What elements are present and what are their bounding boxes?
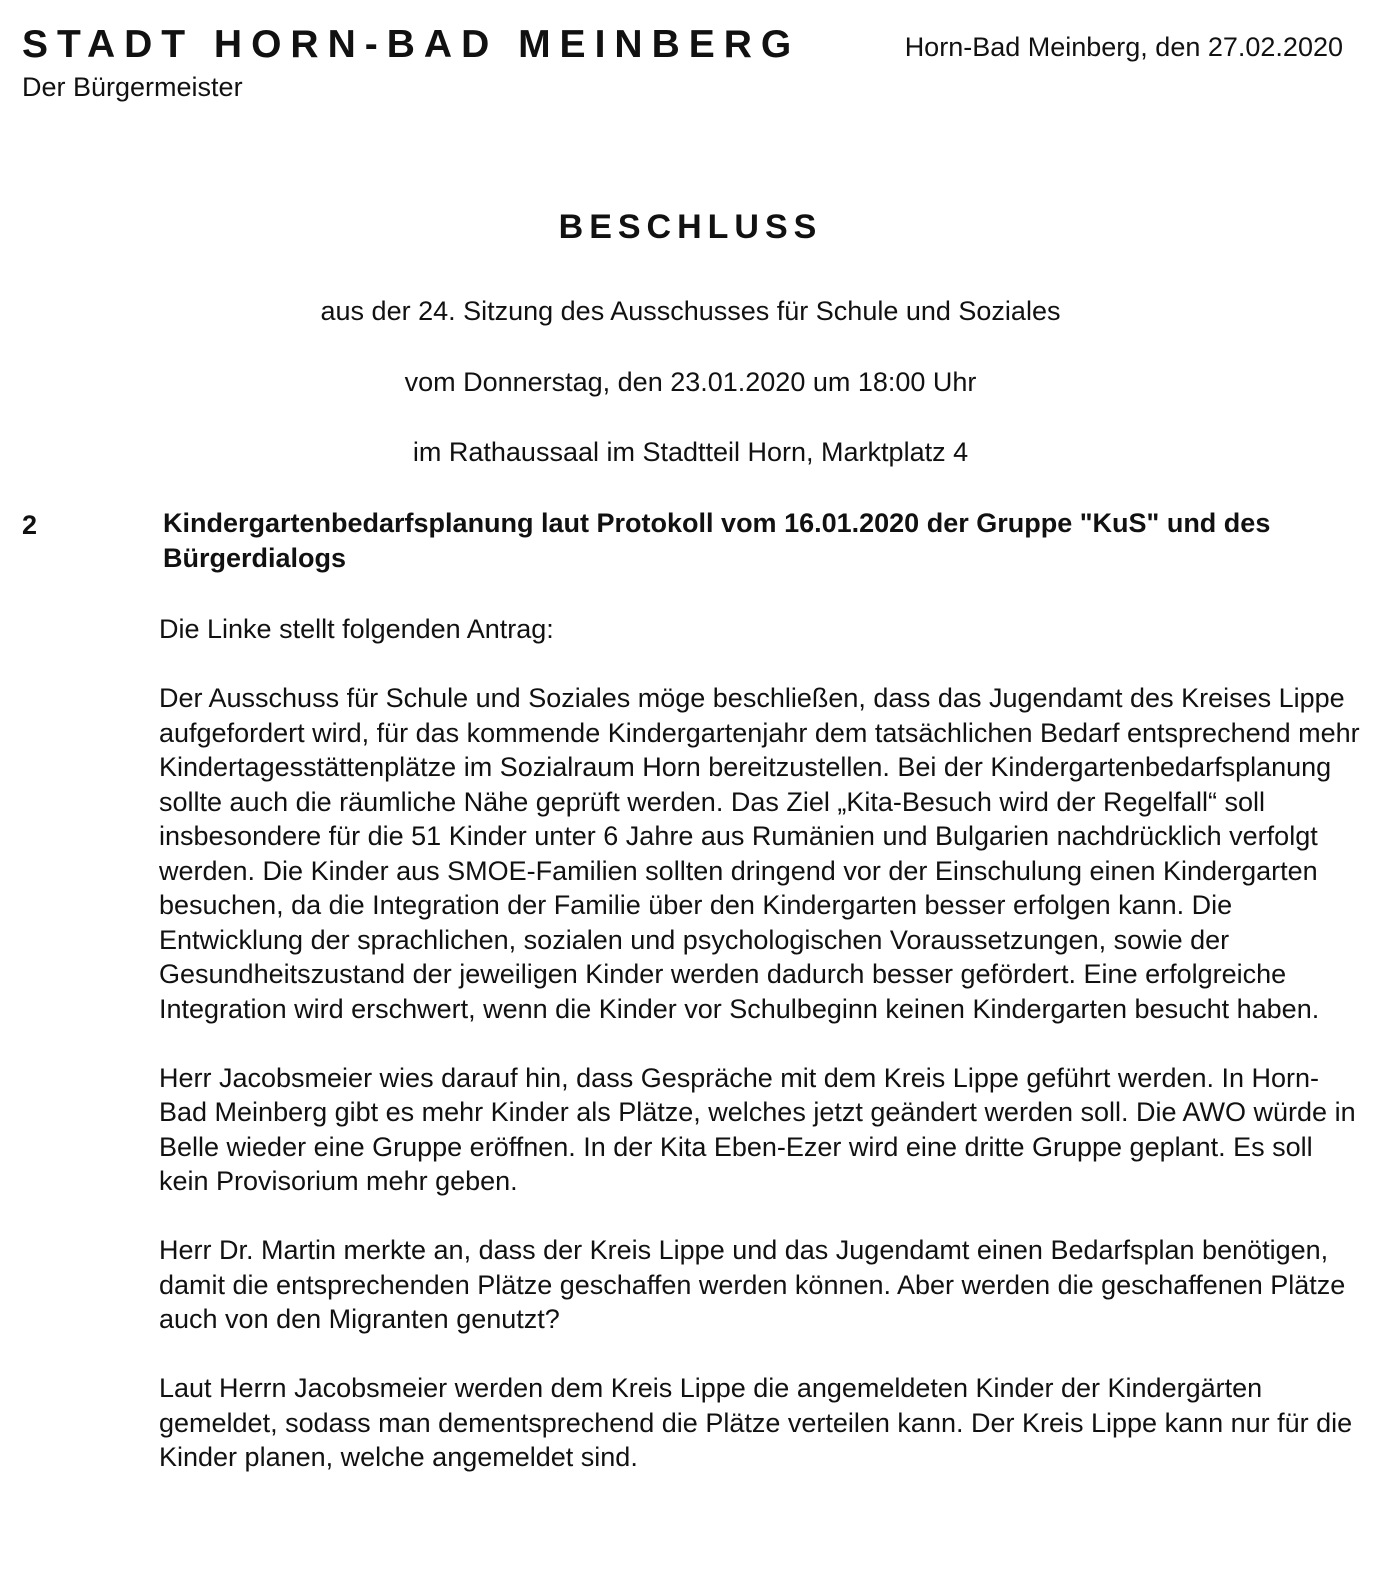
paragraph-reply: Laut Herrn Jacobsmeier werden dem Kreis Lippe die angemeldeten Kinder der Kindergärten gemeldet, sodass man dementsprechend die Plätze verteilen kann. Der Kreis Lippe kann nur für die Kinder planen, welche angemeldet sind. <box>159 1373 1353 1472</box>
paragraph-intro: Die Linke stellt folgenden Antrag: <box>159 614 554 644</box>
document-title: BESCHLUSS <box>558 208 823 246</box>
date-line: Horn-Bad Meinberg, den 27.02.2020 <box>904 32 1343 62</box>
paragraph-motion: Der Ausschuss für Schule und Soziales möge beschließen, dass das Jugendamt des Kreises Lippe aufgefordert wird, für das kommende Kindergartenjahr dem tatsächlichen Bedarf entsprechend mehr Kindertagesstättenplätze im Sozialraum Horn bereitzustellen. Bei der Kindergartenbedarfsplanung sollte auch die räumliche Nähe geprüft werden. Das Ziel „Kita-Besuch wird der Regelfall“ soll insbesondere für die 51 Kinder unter 6 Jahre aus Rumänien und Bulgarien nachdrücklich verfolgt werden. Die Kinder aus SMOE-Familien sollten dringend vor der Einschulung einen Kindergarten besuchen, da die Integration der Familie über den Kindergarten besser erfolgen kann. Die Entwicklung der sprachlichen, sozialen und psychologischen Voraussetzungen, sowie der Gesundheitszustand der jeweiligen Kinder werden dadurch besser gefördert. Eine erfolgreiche Integration wird erschwert, wenn die Kinder vor Schulbeginn keinen Kindergarten besucht haben. <box>159 683 1360 1024</box>
agenda-item-number: 2 <box>22 510 38 540</box>
paragraph-martin: Herr Dr. Martin merkte an, dass der Kreis Lippe und das Jugendamt einen Bedarfsplan benötigen, damit die entsprechenden Plätze geschaffen werden können. Aber werden die geschaffenen Plätze auch von den Migranten genutzt? <box>159 1235 1346 1334</box>
date-time-line: vom Donnerstag, den 23.01.2020 um 18:00 Uhr <box>404 367 977 397</box>
city-name: STADT HORN-BAD MEINBERG <box>22 23 801 66</box>
location-line: im Rathaussaal im Stadtteil Horn, Marktplatz 4 <box>412 437 969 467</box>
resolution-body <box>159 612 1364 1509</box>
office-name: Der Bürgermeister <box>22 72 243 102</box>
paragraph-jacobsmeier: Herr Jacobsmeier wies darauf hin, dass Gespräche mit dem Kreis Lippe geführt werden. In Horn-Bad Meinberg gibt es mehr Kinder als Plätze, welches jetzt geändert werden soll. Die AWO würde in Belle wieder eine Gruppe eröffnen. In der Kita Eben-Ezer wird eine dritte Gruppe geplant. Es soll kein Provisorium mehr geben. <box>159 1062 1356 1196</box>
agenda-item-title: Kindergartenbedarfsplanung laut Protokoll vom 16.01.2020 der Gruppe "KuS" und des Bürgerdialogs <box>163 508 1271 573</box>
letterhead <box>22 22 800 104</box>
session-line: aus der 24. Sitzung des Ausschusses für Schule und Soziales <box>320 296 1061 326</box>
